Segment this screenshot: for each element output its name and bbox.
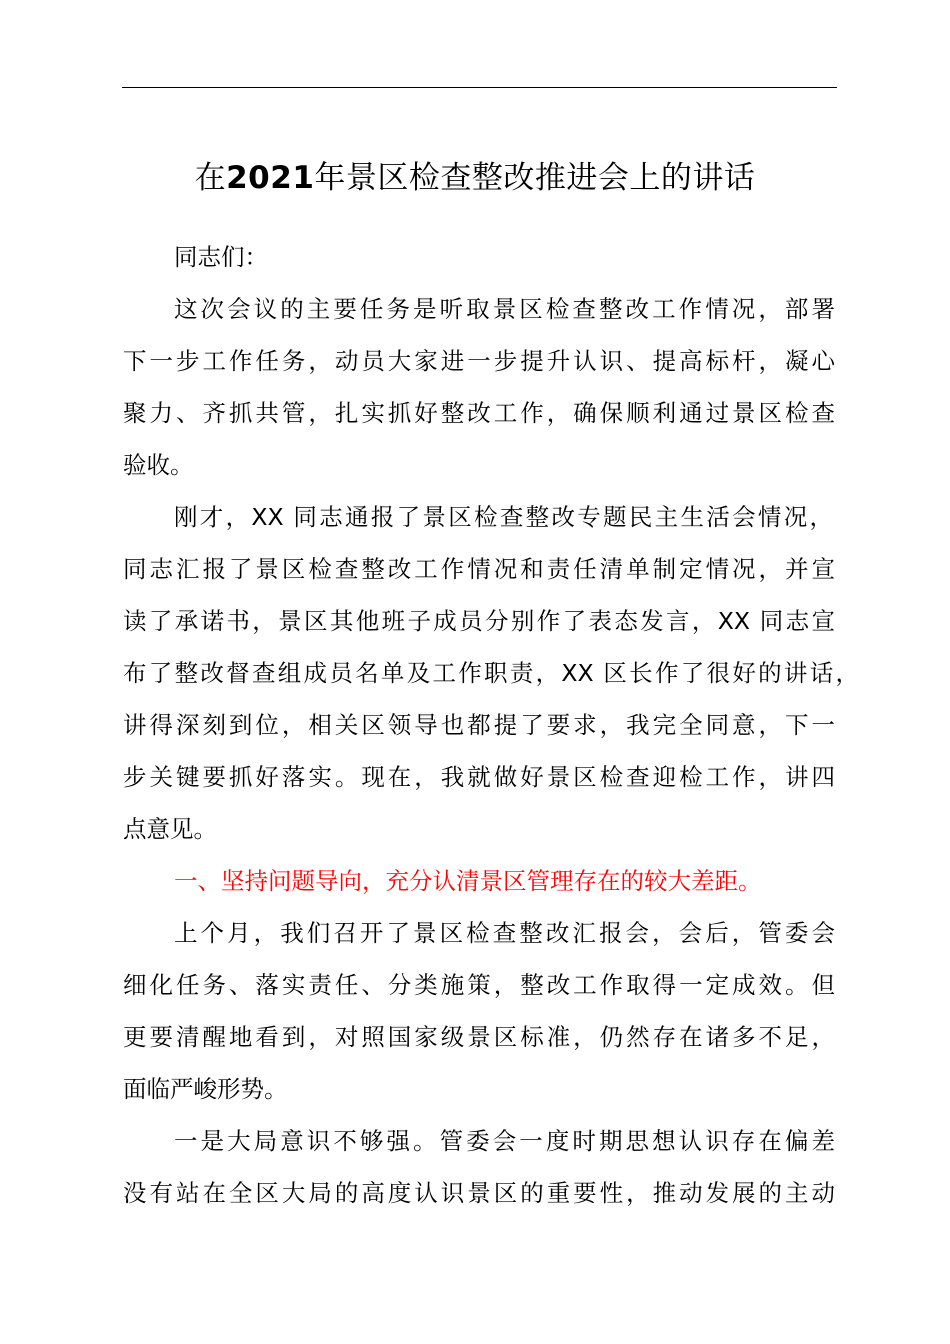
title-year: 2021 [226, 160, 315, 196]
paragraph-line: 验收。 [123, 451, 194, 479]
paragraph-line: 讲得深刻到位，相关区领导也都提了要求，我完全同意，下一 [123, 711, 835, 739]
salutation: 同志们： [174, 243, 268, 271]
paragraph-line: 聚力、齐抓共管，扎实抓好整改工作，确保顺利通过景区检查 [123, 399, 835, 427]
paragraph-line: 更要清醒地看到，对照国家级景区标准，仍然存在诸多不足， [123, 1023, 835, 1051]
document-title [0, 152, 950, 204]
paragraph-line: 上个月，我们召开了景区检查整改汇报会，会后，管委会 [174, 919, 835, 947]
header-rule [122, 87, 837, 88]
paragraph-line: 这次会议的主要任务是听取景区检查整改工作情况，部署 [174, 295, 835, 323]
section-heading: 一、坚持问题导向，充分认清景区管理存在的较大差距。 [174, 867, 762, 895]
paragraph-line: 刚才，XX 同志通报了景区检查整改专题民主生活会情况， [174, 503, 833, 531]
paragraph-line: 步关键要抓好落实。现在，我就做好景区检查迎检工作，讲四 [123, 763, 835, 791]
paragraph-line: 细化任务、落实责任、分类施策，整改工作取得一定成效。但 [123, 971, 835, 999]
title-prefix: 在 [194, 160, 227, 196]
paragraph-line: 下一步工作任务，动员大家进一步提升认识、提高标杆，凝心 [123, 347, 835, 375]
paragraph-line: 点意见。 [123, 815, 217, 843]
paragraph-line: 读了承诺书，景区其他班子成员分别作了表态发言，XX 同志宣 [123, 607, 835, 635]
paragraph-line: 一是大局意识不够强。管委会一度时期思想认识存在偏差 [174, 1127, 835, 1155]
paragraph-line: 布了整改督查组成员名单及工作职责，XX 区长作了很好的讲话， [123, 659, 859, 687]
title-suffix: 年景区检查整改推进会上的讲话 [314, 160, 756, 196]
paragraph-line: 没有站在全区大局的高度认识景区的重要性，推动发展的主动 [123, 1179, 835, 1207]
paragraph-line: 同志汇报了景区检查整改工作情况和责任清单制定情况，并宣 [123, 555, 835, 583]
paragraph-line: 面临严峻形势。 [123, 1075, 288, 1103]
